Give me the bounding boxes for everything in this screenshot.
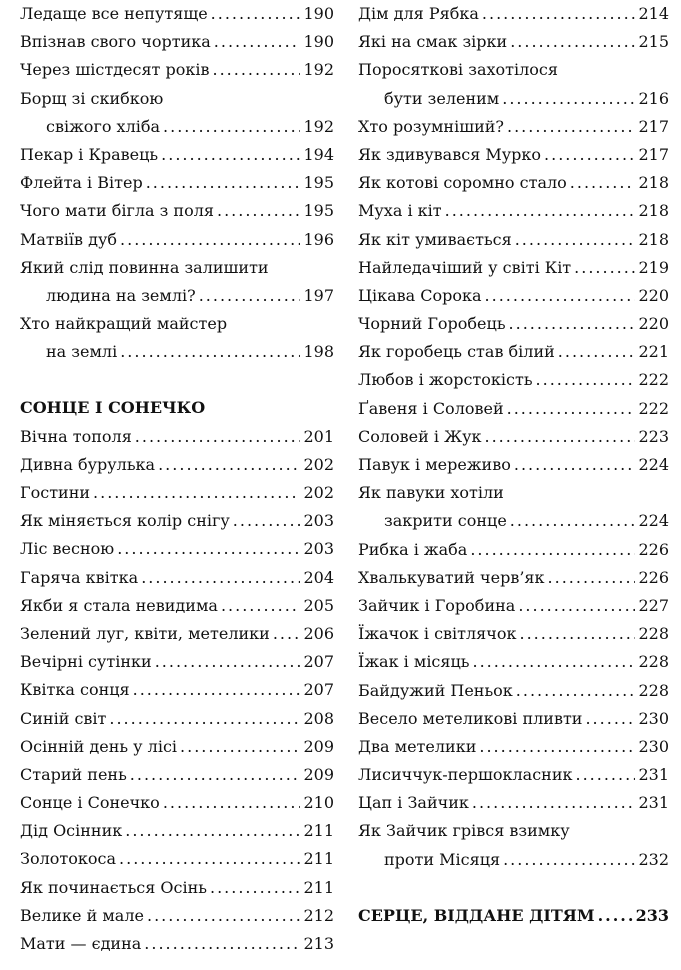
toc-entry: Найледачіший у світі Кіт ..... 219: [358, 254, 669, 282]
toc-entry: Впізнав свого чортика ..... 190: [20, 28, 334, 56]
toc-entry: Осінній день у лісі ..... 209: [20, 733, 334, 761]
toc-entry: Вечірні сутінки ..... 207: [20, 648, 334, 676]
toc-entry: Які на смак зірки ..... 215: [358, 28, 669, 56]
section-title: СЕРЦЕ, ВІДДАНЕ ДІТЯМ: [358, 905, 595, 925]
toc-entry: Два метелики ..... 230: [358, 733, 669, 761]
toc-entry-first-line: Як Зайчик грівся взимку: [358, 821, 570, 841]
toc-entry: Через шістдесят років ..... 192: [20, 56, 334, 84]
toc-entry: Синій світ ..... 208: [20, 705, 334, 733]
toc-entry-continuation: на землі ..... 198: [20, 338, 334, 366]
toc-entry-first-line: Борщ зі скибкою: [20, 88, 164, 108]
toc-entry: Велике й мале ..... 212: [20, 902, 334, 930]
toc-entry-continuation: проти Місяця ..... 232: [358, 846, 669, 874]
toc-entry: Павук і мереживо ..... 224: [358, 451, 669, 479]
toc-entry: Флейта і Вітер ..... 195: [20, 169, 334, 197]
toc-entry: Якби я стала невидима ..... 205: [20, 592, 334, 620]
section-entry: СЕРЦЕ, ВІДДАНЕ ДІТЯМ ..... 233: [358, 902, 669, 930]
toc-entry: Як котові соромно стало ..... 218: [358, 169, 669, 197]
toc-entry: Муха і кіт ..... 218: [358, 197, 669, 225]
toc-entry: Старий пень ..... 209: [20, 761, 334, 789]
toc-entry: Зайчик і Горобина ..... 227: [358, 592, 669, 620]
toc-entry: Як кіт умивається ..... 218: [358, 226, 669, 254]
toc-entry: Соловей і Жук ..... 223: [358, 423, 669, 451]
toc-entry: Квітка сонця ..... 207: [20, 676, 334, 704]
toc-entry: Хто розумніший? ..... 217: [358, 113, 669, 141]
toc-entry: Ледаще все непутяще ..... 190: [20, 0, 334, 28]
toc-entry: Сонце і Сонечко ..... 210: [20, 789, 334, 817]
toc-entry: Як горобець став білий ..... 221: [358, 338, 669, 366]
toc-entry: Рибка і жаба ..... 226: [358, 536, 669, 564]
toc-entry: Зелений луг, квіти, метелики ..... 206: [20, 620, 334, 648]
toc-entry: Вічна тополя ..... 201: [20, 423, 334, 451]
toc-entry: Дім для Рябка ..... 214: [358, 0, 669, 28]
toc-entry-continuation: закрити сонце ..... 224: [358, 507, 669, 535]
toc-entry: Як здивувався Мурко ..... 217: [358, 141, 669, 169]
toc-entry: Гаряча квітка ..... 204: [20, 564, 334, 592]
toc-entry: Цап і Зайчик ..... 231: [358, 789, 669, 817]
toc-entry: Весело метеликові пливти ..... 230: [358, 705, 669, 733]
toc-entry: Як починається Осінь ..... 211: [20, 874, 334, 902]
toc-entry-first-line: Поросяткові захотілося: [358, 60, 558, 80]
toc-entry: Хвалькуватий черв’як ..... 226: [358, 564, 669, 592]
toc-entry: Дід Осінник ..... 211: [20, 817, 334, 845]
toc-entry: Ґавеня і Соловей ..... 222: [358, 395, 669, 423]
toc-entry: Як міняється колір снігу ..... 203: [20, 507, 334, 535]
toc-entry: Їжачок і світлячок ..... 228: [358, 620, 669, 648]
toc-entry: Байдужий Пеньок ..... 228: [358, 677, 669, 705]
toc-entry-continuation: бути зеленим ..... 216: [358, 85, 669, 113]
toc-entry: Дивна бурулька ..... 202: [20, 451, 334, 479]
toc-entry: Їжак і місяць ..... 228: [358, 648, 669, 676]
toc-left-column: [20, 0, 334, 958]
toc-entry-continuation: людина на землі? ..... 197: [20, 282, 334, 310]
section-title: СОНЦЕ І СОНЕЧКО: [20, 398, 206, 418]
toc-entry: Пекар і Кравець ..... 194: [20, 141, 334, 169]
toc-entry: Золотокоса ..... 211: [20, 845, 334, 873]
toc-entry: Любов і жорстокість ..... 222: [358, 366, 669, 394]
toc-entry: Гостини ..... 202: [20, 479, 334, 507]
toc-right-column: [358, 0, 669, 930]
toc-entry: Матвіїв дуб ..... 196: [20, 226, 334, 254]
toc-entry: Мати — єдина ..... 213: [20, 930, 334, 958]
toc-entry: Лисиччук-першокласник ..... 231: [358, 761, 669, 789]
toc-entry-first-line: Як павуки хотіли: [358, 483, 504, 503]
toc-entry: Чого мати бігла з поля ..... 195: [20, 197, 334, 225]
toc-entry: Чорний Горобець ..... 220: [358, 310, 669, 338]
toc-entry: Цікава Сорока ..... 220: [358, 282, 669, 310]
toc-entry-first-line: Який слід повинна залишити: [20, 257, 269, 277]
toc-entry-continuation: свіжого хліба ..... 192: [20, 113, 334, 141]
toc-entry: Ліс весною ..... 203: [20, 535, 334, 563]
toc-entry-first-line: Хто найкращий майстер: [20, 314, 228, 334]
